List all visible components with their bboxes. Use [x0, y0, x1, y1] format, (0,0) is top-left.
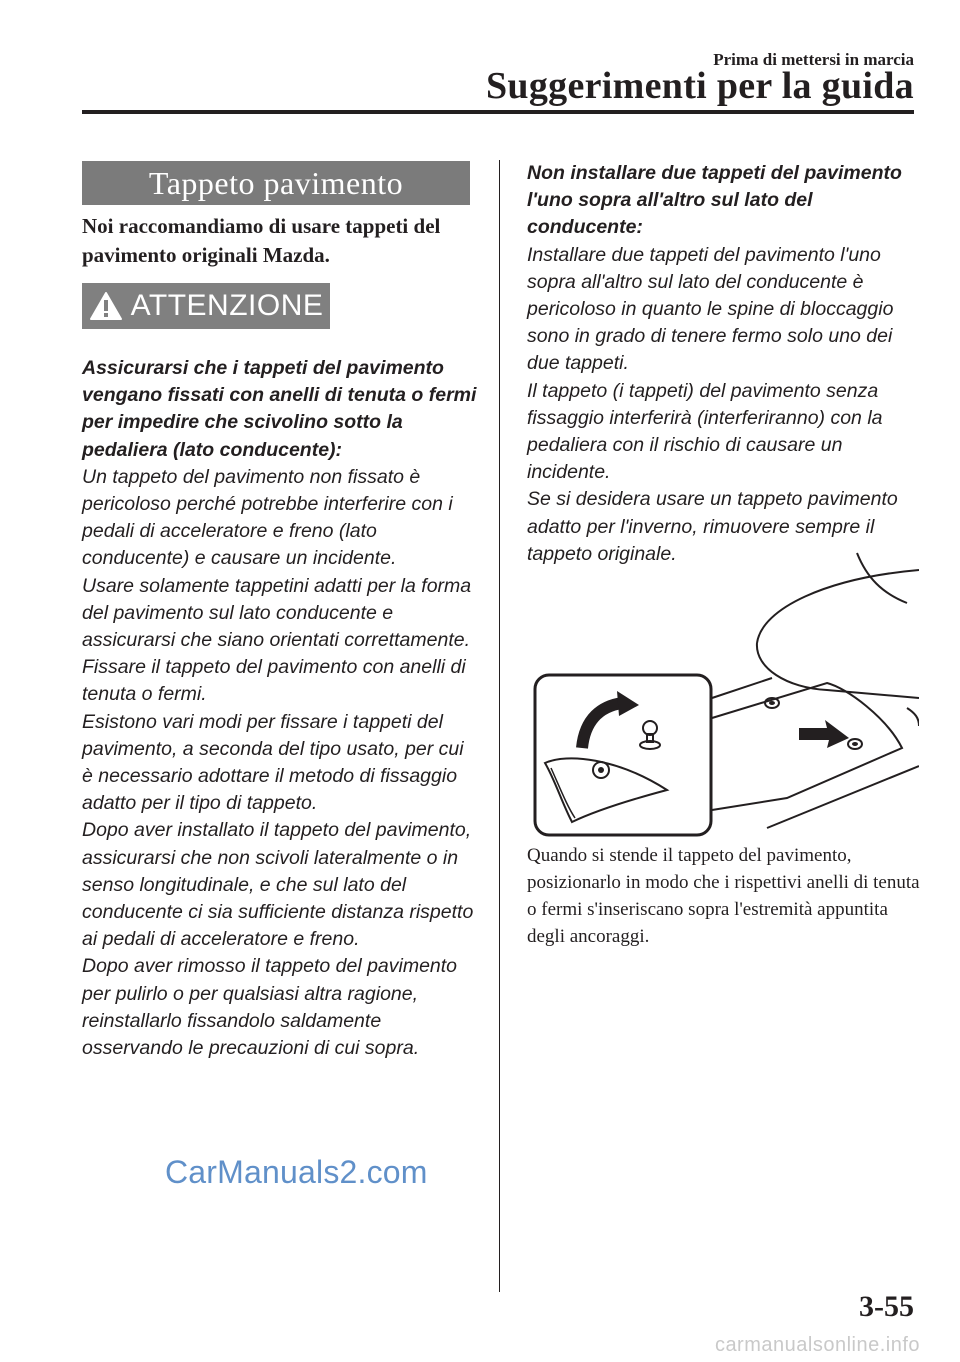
- warning-paragraph: Fissare il tappeto del pavimento con anelli di tenuta o fermi.: [82, 656, 466, 706]
- warning-paragraph: Dopo aver rimosso il tappeto del pavimento per pulirlo o per qualsiasi altra ragione, reinstallarlo fissandolo saldamente osservando le precauzioni di cui sopra.: [82, 955, 458, 1060]
- site-mark: carmanualsonline.info: [714, 1334, 920, 1356]
- warning-paragraph: Il tappeto (i tappeti) del pavimento senza fissaggio interferirà (interferiranno) con la pedaliera con il rischio di causare un incidente.: [527, 379, 883, 484]
- watermark: CarManuals2.com: [165, 1154, 428, 1190]
- warning-paragraph: Un tappeto del pavimento non fissato è pericoloso perché potrebbe interferire con i pedali di acceleratore e freno (lato conducente) e causare un incidente.: [82, 465, 453, 570]
- warning-body-left: [82, 355, 477, 1062]
- intro-text: Noi raccomandiamo di usare tappeti del pavimento originali Mazda.: [82, 214, 441, 267]
- figure-caption: Quando si stende il tappeto del pavimento, posizionarlo in modo che i rispettivi anelli di tenuta o fermi s'inseriscano sopra l'estremità appuntita degli ancoraggi.: [527, 845, 920, 947]
- warning-paragraph: Usare solamente tappetini adatti per la forma del pavimento sul lato conducente e assicurarsi che siano orientati correttamente.: [82, 574, 472, 652]
- warning-paragraph: Installare due tappeti del pavimento l'uno sopra all'altro sul lato del conducente è pericoloso in quanto le spine di bloccaggio sono in grado di tenere fermo solo uno dei due tappeti.: [527, 243, 894, 375]
- warning-paragraph: Esistono vari modi per fissare i tappeti del pavimento, a seconda del tipo usato, per cui è necessario adottare il metodo di fissaggio adatto per il tipo di tappeto.: [82, 710, 464, 815]
- column-divider: [499, 160, 500, 1292]
- page-number: 3-55: [859, 1290, 914, 1323]
- floor-mat-illustration: [527, 548, 919, 838]
- warning-paragraph: Dopo aver installato il tappeto del pavimento, assicurarsi che non scivoli lateralmente o in senso longitudinale, e che sul lato del conducente ci sia sufficiente distanza rispetto ai pedali di acceleratore e freno.: [82, 819, 474, 951]
- chapter-header: Prima di mettersi in marcia: [713, 50, 914, 69]
- section-header: Suggerimenti per la guida: [486, 65, 914, 107]
- section-title: Tappeto pavimento: [82, 161, 470, 205]
- warning-heading: Assicurarsi che i tappeti del pavimento vengano fissati con anelli di tenuta o fermi per impedire che scivolino sotto la pedaliera (lato conducente):: [82, 357, 477, 461]
- warning-paragraph: Se si desidera usare un tappeto pavimento adatto per l'inverno, rimuovere sempre il tappeto originale.: [527, 488, 898, 565]
- warning-body-right: [527, 160, 927, 568]
- warning-label: ATTENZIONE: [130, 289, 324, 322]
- warning-banner: [82, 283, 330, 329]
- header-rule: [82, 110, 914, 114]
- warning-right-heading: Non installare due tappeti del pavimento l'uno sopra all'altro sul lato del conducente:: [527, 162, 902, 239]
- warning-triangle-icon: [89, 291, 123, 321]
